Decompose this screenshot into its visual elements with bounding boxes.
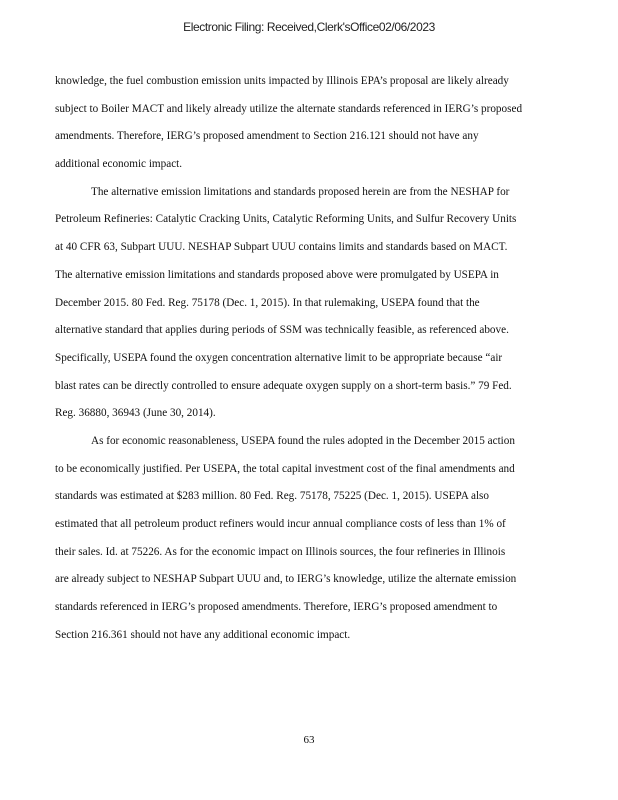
text-line: at 40 CFR 63, Subpart UUU. NESHAP Subpart UUU contains limits and standards based on MACT. — [55, 241, 508, 254]
filing-stamp: Electronic Filing: Received,Clerk'sOffice02/06/2023 — [183, 20, 435, 34]
text-line: their sales. Id. at 75226. As for the economic impact on Illinois sources, the four refineries in Illinois — [55, 545, 506, 558]
text-line: The alternative emission limitations and standards proposed above were promulgated by USEPA in — [55, 268, 499, 281]
text-line: blast rates can be directly controlled to ensure adequate oxygen supply on a short-term basis.” 79 Fed. — [55, 379, 512, 392]
text-line: The alternative emission limitations and standards proposed herein are from the NESHAP for — [91, 185, 510, 198]
text-line: subject to Boiler MACT and likely already utilize the alternate standards referenced in IERG’s proposed — [55, 102, 523, 115]
text-line: alternative standard that applies during periods of SSM was technically feasible, as referenced above. — [55, 324, 509, 337]
text-line: amendments. Therefore, IERG’s proposed amendment to Section 216.121 should not have any — [55, 130, 479, 143]
document-body — [55, 68, 567, 649]
text-line: to be economically justified. Per USEPA, the total capital investment cost of the final amendments and — [55, 462, 515, 475]
text-line: Section 216.361 should not have any additional economic impact. — [55, 628, 351, 641]
text-line: As for economic reasonableness, USEPA found the rules adopted in the December 2015 action — [91, 434, 515, 447]
text-line: estimated that all petroleum product refiners would incur annual compliance costs of less than 1% of — [55, 518, 506, 530]
text-line: Specifically, USEPA found the oxygen concentration alternative limit to be appropriate because “air — [55, 351, 503, 364]
paragraph-economic-reasonableness — [55, 428, 567, 650]
text-line: standards was estimated at $283 million. 80 Fed. Reg. 75178, 75225 (Dec. 1, 2015). USEPA also — [55, 490, 489, 503]
text-line: Petroleum Refineries: Catalytic Cracking Units, Catalytic Reforming Units, and Sulfur Recovery Units — [55, 213, 517, 226]
text-line: are already subject to NESHAP Subpart UUU and, to IERG’s knowledge, utilize the alternate emission — [55, 573, 517, 586]
paragraph-continuation — [55, 68, 567, 179]
text-line: standards referenced in IERG’s proposed amendments. Therefore, IERG’s proposed amendment to — [55, 601, 498, 614]
text-line: December 2015. 80 Fed. Reg. 75178 (Dec. 1, 2015). In that rulemaking, USEPA found that the — [55, 296, 480, 309]
text-line: additional economic impact. — [55, 158, 183, 171]
page-number: 63 — [303, 734, 315, 746]
paragraph-neshap-standards — [55, 179, 567, 428]
text-line: Reg. 36880, 36943 (June 30, 2014). — [55, 407, 216, 420]
text-line: knowledge, the fuel combustion emission units impacted by Illinois EPA’s proposal are likely already — [55, 75, 509, 87]
